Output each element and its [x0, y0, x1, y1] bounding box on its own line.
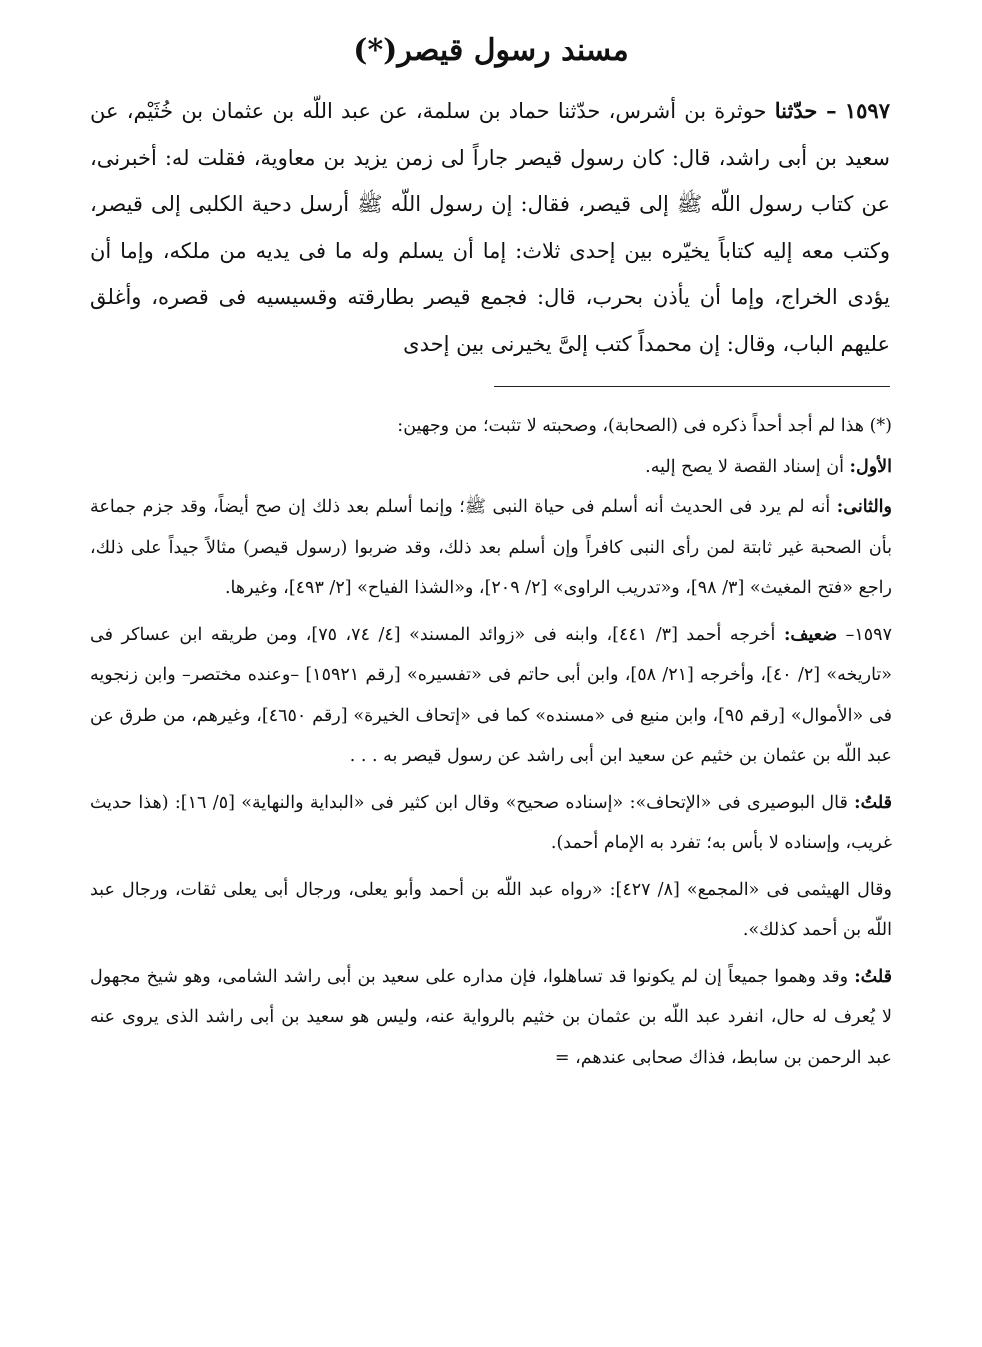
footnote-intro [90, 406, 892, 447]
hadith-paragraph [90, 88, 890, 367]
hadith-number: ١٥٩٧ [844, 98, 890, 123]
hadith-text-block [90, 88, 890, 367]
page-title: مسند رسول قيصر(*) [353, 33, 629, 68]
footnotes-block [90, 406, 892, 1078]
footnote-second-label: والثانى: [836, 497, 892, 517]
footnote-separator [494, 386, 890, 387]
footnote-second-point [90, 487, 892, 609]
footnote-first-label: الأول: [849, 456, 892, 477]
footnote-second-text: أنه لم يرد فى الحديث أنه أسلم فى حياة النبى ﷺ؛ وإنما أسلم بعد ذلك إن صح أيضاً، وقد جزم جماعة بأن الصحبة غير ثابتة لمن رأى النبى كافراً وإن أسلم بعد ذلك، وقد ضربوا (رسول قيصر) مثالاً جيداً على ذلك، راجع «فتح المغيث» [٣/ ٩٨]، و«تدريب الراوى» [٢/ ٢٠٩]، و«الشذا الفياح» [٢/ ٤٩٣]، وغيرها. [90, 497, 892, 598]
qultu-second-paragraph [90, 957, 892, 1079]
takhrij-paragraph [90, 615, 892, 777]
qultu-first-text: قال البوصيرى فى «الإتحاف»: «إسناده صحيح» وقال ابن كثير فى «البداية والنهاية» [٥/ ١٦]: (هذا حديث غريب، وإسناده لا بأس به؛ تفرد به الإمام أحمد). [90, 792, 892, 853]
qultu-second-label: قلتُ: [854, 966, 892, 987]
footnote-intro-text: (*) هذا لم أجد أحداً ذكره فى (الصحابة)، وصحبته لا تثبت؛ من وجهين: [397, 416, 892, 436]
haythami-paragraph [90, 870, 892, 951]
hadith-lead: – حدّثنا [774, 98, 837, 123]
footnote-first-text: أن إسناد القصة لا يصح إليه. [645, 456, 844, 477]
footnote-first-point [90, 447, 892, 488]
qultu-second-text: وقد وهموا جميعاً إن لم يكونوا قد تساهلوا، فإن مداره على سعيد بن أبى راشد الشامى، وهو شيخ مجهول لا يُعرف له حال، انفرد عبد اللّه بن عثمان بن خثيم بالرواية عنه، وليس هو سعيد بن أبى راشد الذى يروى عنه عبد الرحمن بن سابط، فذاك صحابى عندهم، [90, 966, 892, 1068]
haythami-text: وقال الهيثمى فى «المجمع» [٨/ ٤٢٧]: «رواه عبد اللّه بن أحمد وأبو يعلى، ورجال أبى يعلى ثقات، ورجال عبد اللّه بن أحمد كذلك». [90, 879, 892, 940]
takhrij-number: ١٥٩٧– [845, 624, 892, 645]
takhrij-grade: ضعيف: [783, 624, 838, 645]
qultu-first-label: قلتُ: [854, 792, 892, 813]
hadith-body: حوثرة بن أشرس، حدّثنا حماد بن سلمة، عن عبد اللّه بن عثمان بن خُثَيْم، عن سعيد بن أبى راشد، قال: كان رسول قيصر جاراً لى زمن يزيد بن معاوية، فقلت له: أخبرنى، عن كتاب رسول اللّه ﷺ إلى قيصر، فقال: إن رسول اللّه ﷺ أرسل دحية الكلبى إلى قيصر، وكتب معه إليه كتاباً يخيّره بين إحدى ثلاث: إما أن يسلم وله ما فى يديه من ملكه، وإما أن يؤدى الخراج، وإما أن يأذن بحرب، قال: فجمع قيصر بطارقته وقسيسيه فى قصره، وأغلق عليهم الباب، وقال: إن محمداً كتب إلىَّ يخيرنى بين إحدى [90, 99, 890, 356]
takhrij-text: أخرجه أحمد [٣/ ٤٤١]، وابنه فى «زوائد المسند» [٤/ ٧٤، ٧٥]، ومن طريقه ابن عساكر فى «تاريخه» [٢/ ٤٠]، وأخرجه [٢١/ ٥٨]، وابن أبى حاتم فى «تفسيره» [رقم ١٥٩٢١] –وعنده مختصر– وابن زنجويه فى «الأموال» [رقم ٩٥]، وابن منيع فى «مسنده» كما فى «إتحاف الخيرة» [رقم ٤٦٥٠]، وغيرهم، من طرق عن عبد اللّه بن عثمان بن خثيم عن سعيد ابن أبى راشد عن رسول قيصر به . . . [90, 624, 892, 766]
continued-mark: = [554, 1047, 570, 1068]
qultu-first-paragraph [90, 783, 892, 864]
